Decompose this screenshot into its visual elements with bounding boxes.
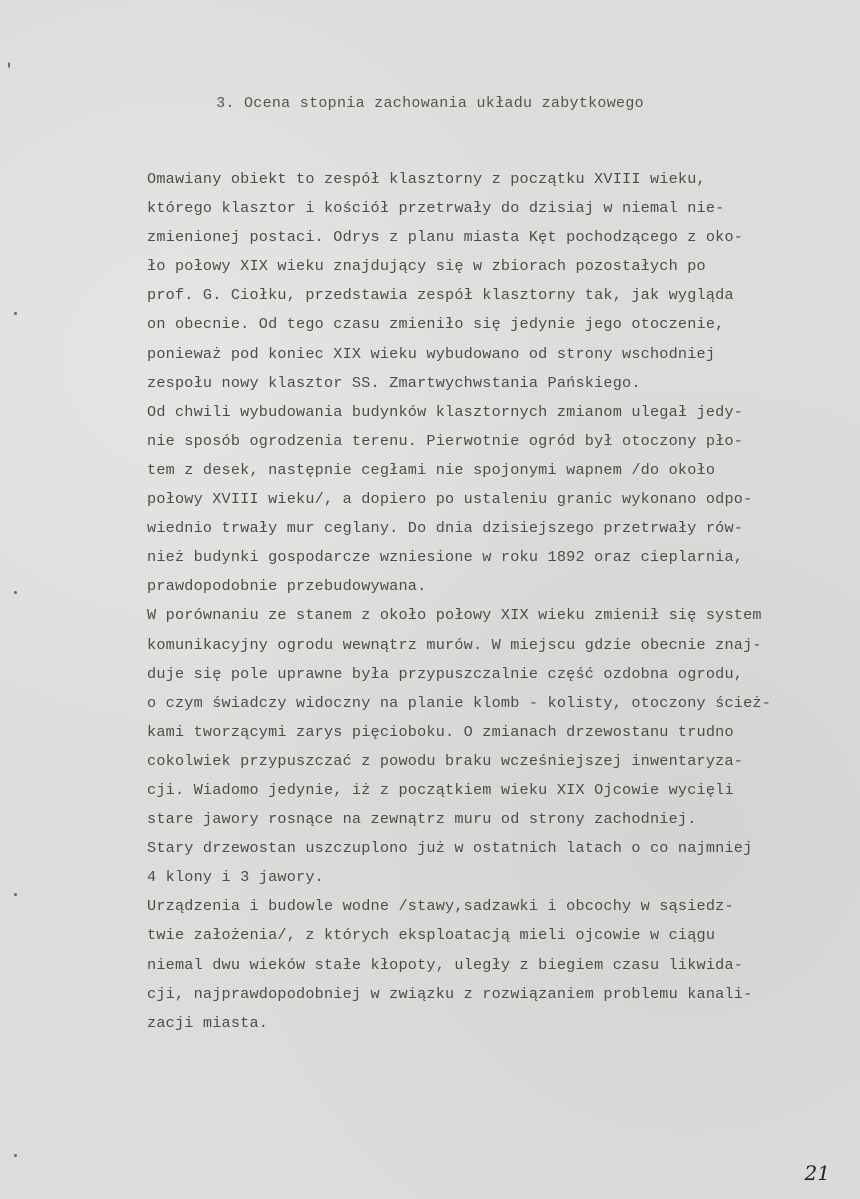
body-text [147, 165, 847, 1038]
text-line: 4 klony i 3 jawory. [147, 868, 324, 887]
text-line: cokolwiek przypuszczać z powodu braku wcześniejszej inwentaryza- [147, 751, 744, 770]
text-line: kami tworzącymi zarys pięcioboku. O zmianach drzewostanu trudno [147, 722, 734, 741]
text-line: zmienionej postaci. Odrys z planu miasta Kęt pochodzącego z oko- [147, 228, 744, 247]
text-line: którego klasztor i kościół przetrwały do dzisiaj w niemal nie- [147, 199, 725, 218]
text-line: ło połowy XIX wieku znajdujący się w zbiorach pozostałych po [147, 257, 706, 276]
section-heading: 3. Ocena stopnia zachowania układu zabytkowego [216, 95, 644, 112]
text-line: on obecnie. Od tego czasu zmieniło się jedynie jego otoczenie, [147, 315, 725, 334]
text-line: zacji miasta. [147, 1013, 269, 1032]
text-line: zespołu nowy klasztor SS. Zmartwychwstania Pańskiego. [147, 373, 641, 392]
text-line: Omawiany obiekt to zespół klasztorny z początku XVIII wieku, [147, 170, 706, 188]
text-line: nie sposób ogrodzenia terenu. Pierwotnie ogród był otoczony pło- [147, 431, 744, 450]
text-line: nież budynki gospodarcze wzniesione w roku 1892 oraz cieplarnia, [147, 548, 744, 567]
text-line: ponieważ pod koniec XIX wieku wybudowano od strony wschodniej [147, 344, 716, 363]
text-line: komunikacyjny ogrodu wewnątrz murów. W miejscu gdzie obecnie znaj- [147, 635, 762, 654]
text-line: prof. G. Ciołku, przedstawia zespół klasztorny tak, jak wygląda [147, 286, 734, 305]
text-line: cji. Wiadomo jedynie, iż z początkiem wieku XIX Ojcowie wycięli [147, 780, 734, 799]
margin-mark [14, 1154, 17, 1157]
text-line: połowy XVIII wieku/, a dopiero po ustaleniu granic wykonano odpo- [147, 490, 753, 509]
margin-mark [14, 312, 17, 315]
text-line: Urządzenia i budowle wodne /stawy,sadzawki i obcochy w sąsiedz- [147, 897, 734, 916]
margin-mark [14, 893, 17, 896]
text-line: cji, najprawdopodobniej w związku z rozwiązaniem problemu kanali- [147, 984, 753, 1003]
text-line: niemal dwu wieków stałe kłopoty, uległy z biegiem czasu likwida- [147, 955, 744, 974]
text-line: prawdopodobnie przebudowywana. [147, 577, 427, 596]
text-line: o czym świadczy widoczny na planie klomb - kolisty, otoczony ścież- [147, 693, 772, 712]
text-line: twie założenia/, z których eksploatacją mieli ojcowie w ciągu [147, 926, 716, 945]
text-line: Stary drzewostan uszczuplono już w ostatnich latach o co najmniej [147, 839, 753, 858]
margin-mark [8, 62, 10, 68]
text-line: stare jawory rosnące na zewnątrz muru od strony zachodniej. [147, 810, 697, 829]
text-line: W porównaniu ze stanem z około połowy XIX wieku zmienił się system [147, 606, 762, 625]
text-line: tem z desek, następnie cegłami nie spojonymi wapnem /do około [147, 460, 716, 479]
text-line: duje się pole uprawne była przypuszczalnie część ozdobna ogrodu, [147, 664, 744, 683]
page-number: 21 [804, 1161, 830, 1185]
margin-mark [14, 591, 17, 594]
text-line: Od chwili wybudowania budynków klasztornych zmianom ulegał jedy- [147, 402, 744, 421]
text-line: wiednio trwały mur ceglany. Do dnia dzisiejszego przetrwały rów- [147, 519, 744, 538]
